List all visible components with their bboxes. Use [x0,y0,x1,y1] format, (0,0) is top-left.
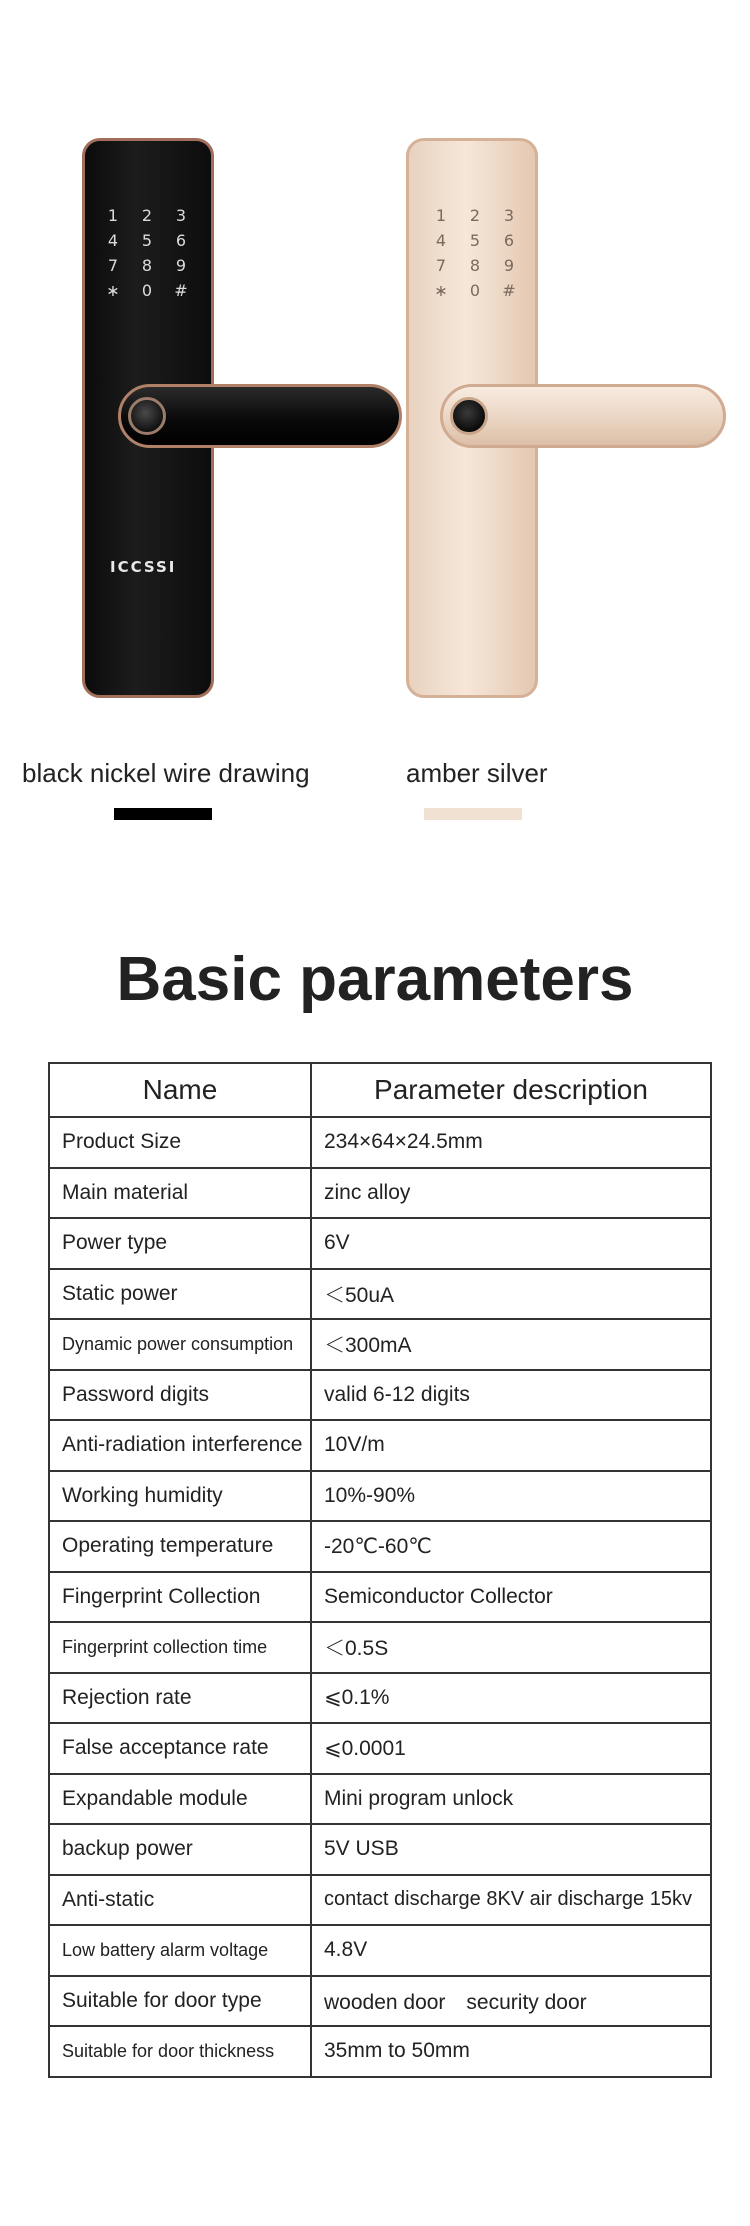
param-value: ＜0.5S [311,1622,711,1673]
keypad-key: 8 [469,256,481,275]
param-name: Suitable for door thickness [49,2026,311,2077]
keypad-key: 2 [141,206,153,225]
brand-logo: ICCSSI [110,558,177,576]
param-value: 35mm to 50mm [311,2026,711,2077]
param-name: Rejection rate [49,1673,311,1724]
table-row [49,1976,711,2027]
keypad-key: 0 [141,281,153,300]
keypad-key: 0 [469,281,481,300]
param-name: Working humidity [49,1471,311,1522]
param-value: -20℃-60℃ [311,1521,711,1572]
table-row [49,1673,711,1724]
variant-swatch-amber [424,808,522,820]
table-row [49,1824,711,1875]
param-value: ＜300mA [311,1319,711,1370]
param-name: Fingerprint collection time [49,1622,311,1673]
table-row [49,1471,711,1522]
table-header-row [49,1063,711,1117]
variant-label-amber: amber silver [406,758,548,788]
variant-label-black: black nickel wire drawing [22,758,310,788]
param-value: Mini program unlock [311,1774,711,1825]
keypad-key: ∗ [106,281,120,300]
param-name: Main material [49,1168,311,1219]
table-row [49,1218,711,1269]
keypad-key: 6 [175,231,187,250]
table-row [49,1875,711,1926]
param-name: Dynamic power consumption [49,1319,311,1370]
keypad-key: 8 [141,256,153,275]
param-value: 4.8V [311,1925,711,1976]
param-value: ⩽0.0001 [311,1723,711,1774]
keypad-key: 3 [175,206,187,225]
param-name: Expandable module [49,1774,311,1825]
keypad-key: 7 [107,256,119,275]
param-value: ⩽0.1% [311,1673,711,1724]
param-name: Suitable for door type [49,1976,311,2027]
keypad-key: 1 [435,206,447,225]
keypad-key: ∗ [434,281,448,300]
param-name: Anti-radiation interference [49,1420,311,1471]
param-name: Operating temperature [49,1521,311,1572]
keypad-key: # [502,281,516,300]
keypad-key: 2 [469,206,481,225]
param-value: ＜50uA [311,1269,711,1320]
table-row [49,1319,711,1370]
table-row [49,1774,711,1825]
param-name: Fingerprint Collection [49,1572,311,1623]
variant-swatch-black [114,808,212,820]
table-row [49,1572,711,1623]
keypad-key: 5 [469,231,481,250]
param-value: wooden door security door [311,1976,711,2027]
param-value: 10%-90% [311,1471,711,1522]
parameters-table [48,1062,712,2078]
keypad-key: 5 [141,231,153,250]
fingerprint-sensor-icon [450,397,488,435]
keypad-key: 3 [503,206,515,225]
param-name: Low battery alarm voltage [49,1925,311,1976]
keypad-key: 1 [107,206,119,225]
table-row [49,1117,711,1168]
section-title: Basic parameters [116,945,634,1014]
table-row [49,1925,711,1976]
table-row [49,1269,711,1320]
table-row [49,1723,711,1774]
param-value: valid 6-12 digits [311,1370,711,1421]
table-row [49,1622,711,1673]
param-name: Static power [49,1269,311,1320]
param-name: Power type [49,1218,311,1269]
param-value: 234×64×24.5mm [311,1117,711,1168]
amber-lock-keypad [424,206,526,300]
table-row [49,1168,711,1219]
param-value: zinc alloy [311,1168,711,1219]
param-value: 6V [311,1218,711,1269]
param-name: Password digits [49,1370,311,1421]
keypad-key: 9 [503,256,515,275]
keypad-key: 6 [503,231,515,250]
param-value: 5V USB [311,1824,711,1875]
header-description: Parameter description [311,1063,711,1117]
param-name: Anti-static [49,1875,311,1926]
keypad-key: 9 [175,256,187,275]
param-value: 10V/m [311,1420,711,1471]
keypad-key: 4 [107,231,119,250]
table-row [49,1521,711,1572]
keypad-key: 7 [435,256,447,275]
black-lock-keypad [96,206,198,300]
param-value: contact discharge 8KV air discharge 15kv [311,1875,711,1926]
param-value: Semiconductor Collector [311,1572,711,1623]
keypad-key: 4 [435,231,447,250]
table-row [49,1370,711,1421]
table-row [49,2026,711,2077]
param-name: backup power [49,1824,311,1875]
param-name: Product Size [49,1117,311,1168]
fingerprint-sensor-icon [128,397,166,435]
table-row [49,1420,711,1471]
keypad-key: # [174,281,188,300]
header-name: Name [49,1063,311,1117]
param-name: False acceptance rate [49,1723,311,1774]
